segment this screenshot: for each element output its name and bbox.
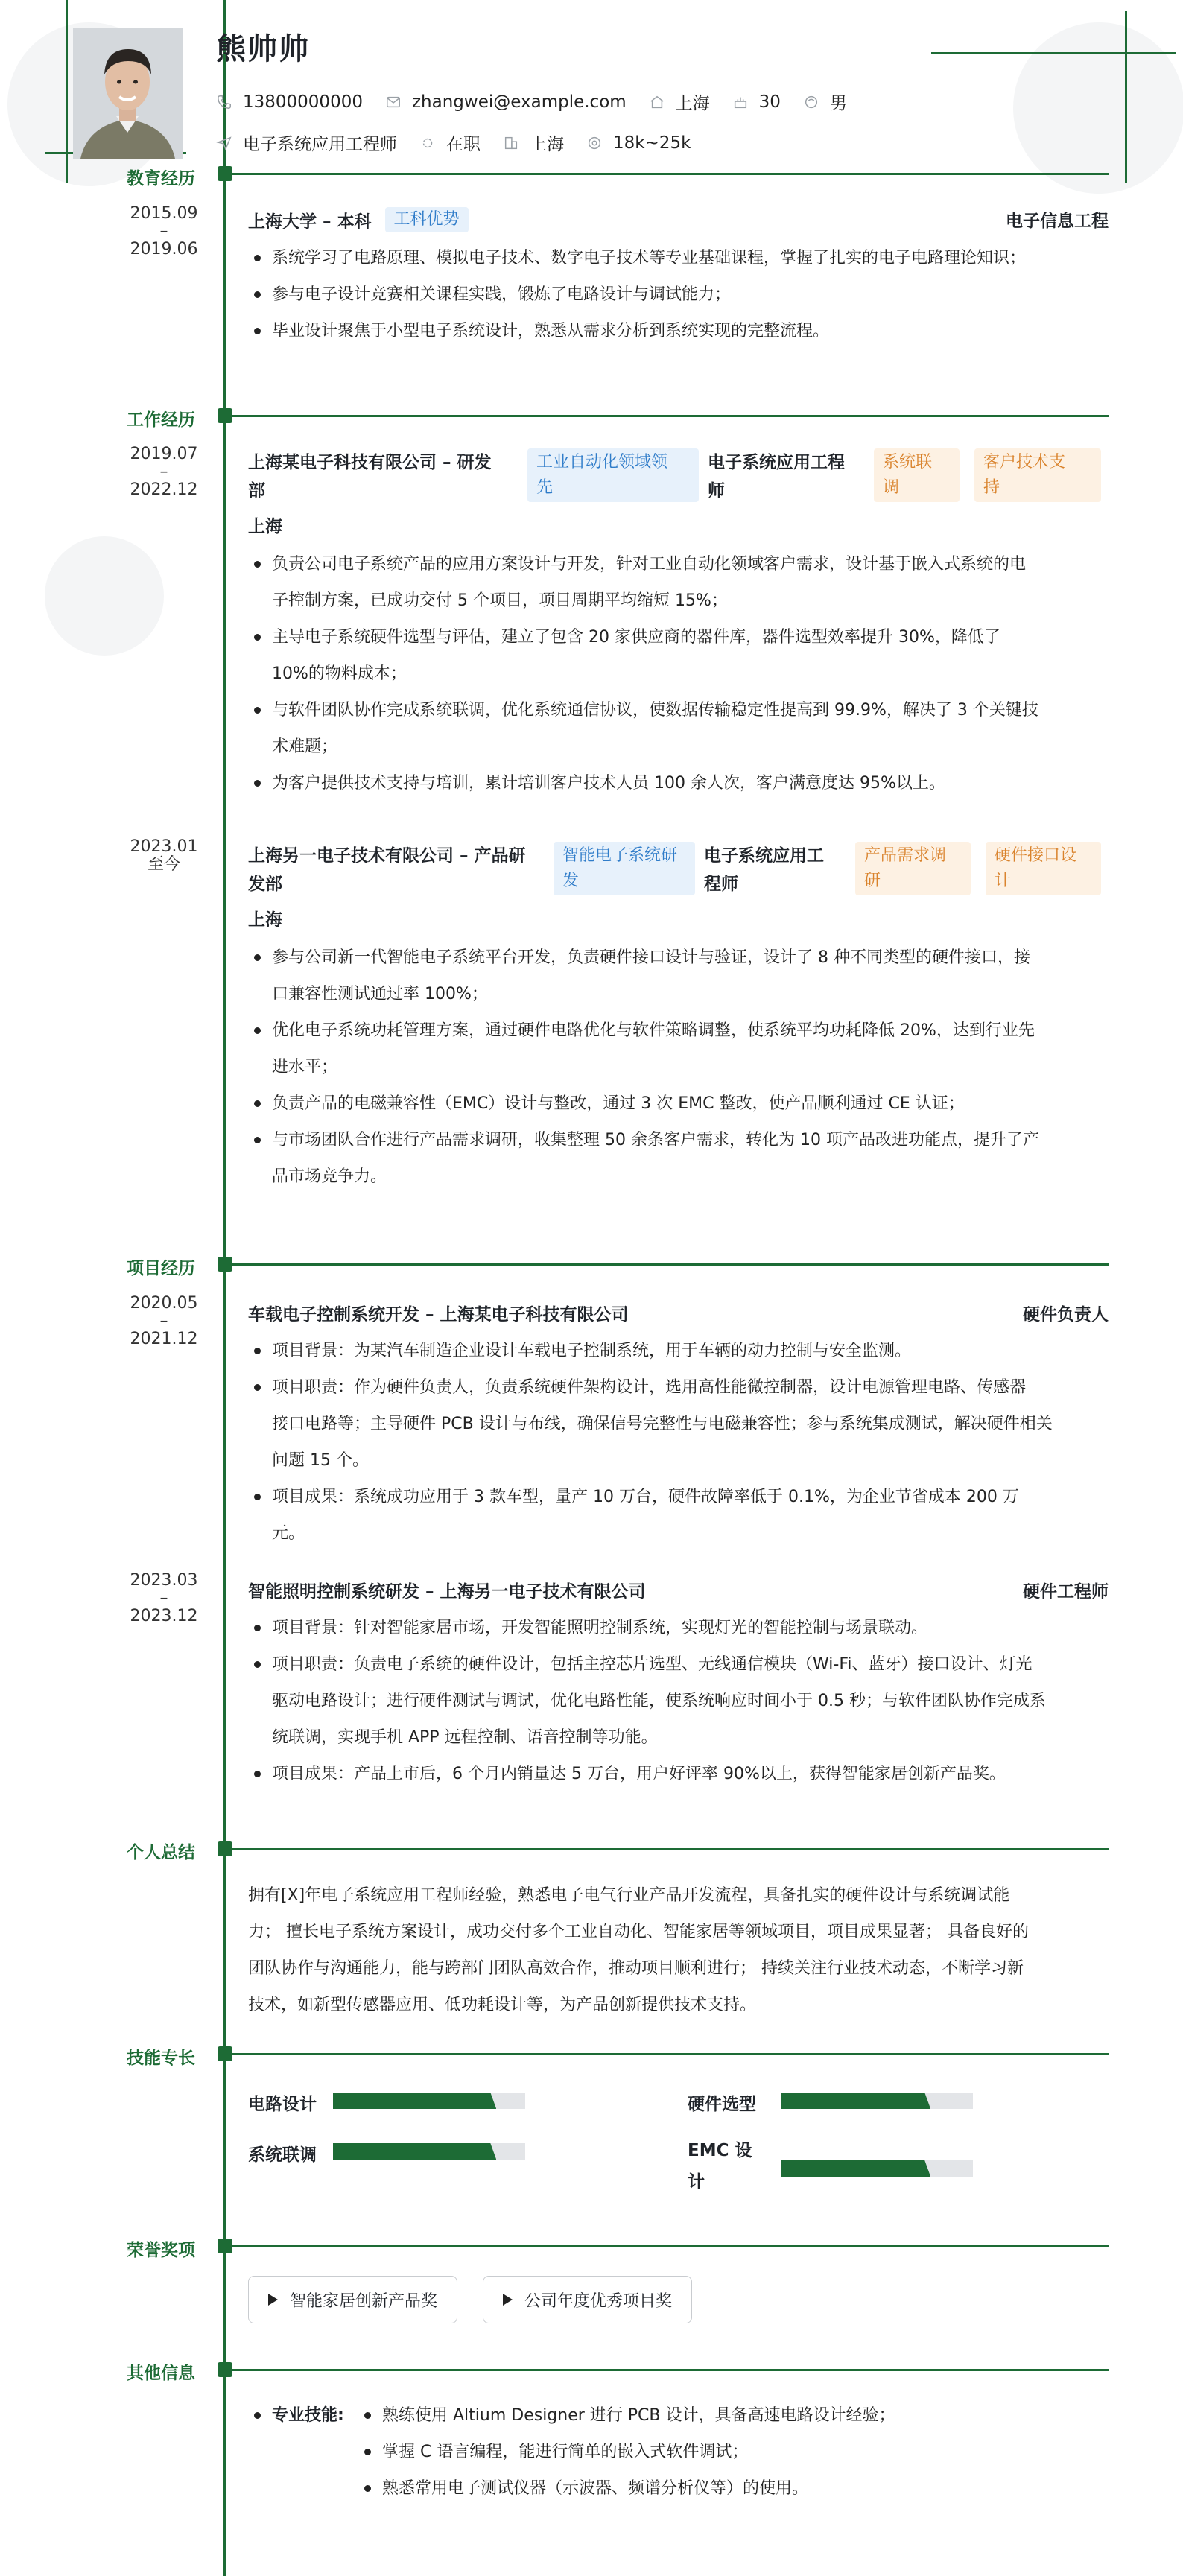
section-divider xyxy=(223,1263,1109,1266)
project-bullets xyxy=(248,1610,1109,1792)
line: 10%的物料成本； xyxy=(272,664,407,683)
skill-bar xyxy=(333,2143,525,2160)
line: 元。 xyxy=(272,1524,305,1543)
list-item: 掌握 C 语言编程，能进行简单的嵌入式软件调试； xyxy=(358,2434,895,2470)
company-line: 部 xyxy=(248,481,265,501)
email-item xyxy=(385,92,627,112)
tag-line: 研 xyxy=(864,872,881,890)
line: 与市场团队合作进行产品需求调研，收集整理 50 余条客户需求，转化为 10 项产品改进功能点，提升了产 xyxy=(272,1131,1039,1149)
project-name: 智能照明控制系统研发 – 上海另一电子技术有限公司 xyxy=(248,1582,646,1602)
email-text: zhangwei@example.com xyxy=(411,92,627,112)
skill-name-line: 计 xyxy=(688,2172,705,2192)
education-entry xyxy=(248,207,1109,349)
job-city: 上海 xyxy=(248,517,282,536)
list-item xyxy=(248,619,1109,692)
avatar-portrait xyxy=(73,28,183,159)
skill-fill xyxy=(333,2143,496,2160)
timeline-dot xyxy=(218,408,232,423)
education-bullets xyxy=(248,240,1109,349)
list-item xyxy=(248,1085,1109,1122)
line: 负责产品的电磁兼容性（EMC）设计与整改，通过 3 次 EMC 整改，使产品顺利通过 CE 认证； xyxy=(272,1094,965,1113)
cake-icon xyxy=(732,94,749,110)
decor-line xyxy=(931,52,1176,54)
skill-name xyxy=(688,2135,752,2198)
location-item xyxy=(649,89,710,114)
award-label: 公司年度优秀项目奖 xyxy=(524,2291,673,2311)
list-item xyxy=(248,1756,1109,1792)
company-line: 发部 xyxy=(248,875,282,894)
send-icon xyxy=(216,135,232,151)
project-head xyxy=(248,1578,1109,1602)
education-head xyxy=(248,207,1109,232)
list-item xyxy=(248,1333,1109,1369)
project-date xyxy=(82,1572,246,1625)
salary-text: 18k~25k xyxy=(613,133,691,153)
timeline-dot xyxy=(218,1841,232,1856)
line: 子控制方案，已成功交付 5 个项目，项目周期平均缩短 15%； xyxy=(272,591,728,610)
tag-line: 硬件接口设 xyxy=(995,846,1077,865)
job-tag xyxy=(554,842,695,895)
age-text: 30 xyxy=(758,92,781,112)
summary-line: 拥有[X]年电子系统应用工程师经验，熟悉电子电气行业产品开发流程，具备扎实的硬件设计与系统调试能 xyxy=(248,1886,1010,1905)
section-title-projects: 项目经历 xyxy=(127,1259,195,1278)
job-bullets xyxy=(248,939,1109,1195)
job-tag xyxy=(527,448,699,502)
tag-line: 持 xyxy=(983,478,1000,497)
project-entry xyxy=(248,1578,1109,1792)
award-label: 智能家居创新产品奖 xyxy=(290,2291,438,2311)
line: 主导电子系统硬件选型与评估，建立了包含 20 家供应商的器件库，器件选型效率提升 30%，降低了 xyxy=(272,628,1000,647)
tag-line: 产品需求调 xyxy=(864,846,947,865)
tag-line: 计 xyxy=(995,872,1012,890)
tag-line: 先 xyxy=(536,478,554,497)
section-title-skills: 技能专长 xyxy=(127,2049,195,2068)
skill-tag xyxy=(874,448,960,502)
job-date xyxy=(82,838,246,874)
date-sep: – xyxy=(159,222,168,241)
other-label xyxy=(248,2397,358,2507)
project-name: 车载电子控制系统开发 – 上海某电子科技有限公司 xyxy=(248,1305,629,1325)
other-skills-row xyxy=(248,2397,1109,2507)
skill-tag xyxy=(855,842,971,895)
job-title-text: 电子系统应用工程师 xyxy=(243,135,397,154)
section-divider xyxy=(223,1848,1109,1850)
education-date xyxy=(82,205,246,258)
role-title xyxy=(704,842,842,898)
list-item: 毕业设计聚焦于小型电子系统设计，熟悉从需求分析到系统实现的完整流程。 xyxy=(248,313,1109,349)
summary-line: 团队协作与沟通能力，能与跨部门团队高效合作，推动项目顺利进行； 持续关注行业技术动态，不断学习新 xyxy=(248,1959,1024,1978)
date-start: 2020.05 xyxy=(130,1294,198,1313)
summary-line: 力； 擅长电子系统方案设计，成功交付多个工业自动化、智能家居等领域项目，项目成果显著； 具备良好的 xyxy=(248,1923,1029,1941)
company-name xyxy=(248,448,505,505)
date-end: 2021.12 xyxy=(130,1330,198,1348)
play-icon xyxy=(503,2294,513,2306)
line: 项目职责：作为硬件负责人，负责系统硬件架构设计，选用高性能微控制器，设计电源管理电路、传感器 xyxy=(272,1378,1027,1397)
section-title-other: 其他信息 xyxy=(127,2364,195,2383)
skill-fill xyxy=(333,2093,496,2109)
job-title-item xyxy=(216,130,397,155)
role-line: 电子系统应用工程 xyxy=(708,453,845,472)
skill-tag xyxy=(974,448,1101,502)
line: 为客户提供技术支持与培训，累计培训客户技术人员 100 余人次，客户满意度达 95%以上。 xyxy=(272,774,945,793)
line: 接口电路等；主导硬件 PCB 设计与布线，确保信号完整性与电磁兼容性；参与系统集成测试，解决硬件相关 xyxy=(272,1415,1053,1433)
line: 项目成果：系统成功应用于 3 款车型，量产 10 万台，硬件故障率低于 0.1%，为企业节省成本 200 万 xyxy=(272,1488,1019,1506)
job-head xyxy=(248,448,1109,507)
line: 术难题； xyxy=(272,737,338,756)
timeline-dot xyxy=(218,2046,232,2061)
line: 问题 15 个。 xyxy=(272,1451,369,1470)
section-title-education: 教育经历 xyxy=(127,169,195,188)
phone-icon xyxy=(216,94,232,110)
job-bullets xyxy=(248,546,1109,802)
skill-fill xyxy=(781,2160,930,2177)
line: 项目背景：针对智能家居市场，开发智能照明控制系统，实现灯光的智能控制与场景联动。 xyxy=(272,1619,928,1637)
age-item xyxy=(732,92,781,112)
list-item xyxy=(248,1369,1109,1479)
other-info xyxy=(248,2397,1109,2507)
project-head xyxy=(248,1301,1109,1325)
skill-bar xyxy=(781,2093,973,2109)
company-name xyxy=(248,842,546,898)
section-divider xyxy=(223,2245,1109,2247)
home-icon xyxy=(649,94,665,110)
list-item: 熟悉常用电子测试仪器（示波器、频谱分析仪等）的使用。 xyxy=(358,2470,895,2507)
date-end: 2022.12 xyxy=(130,480,198,499)
role-title xyxy=(708,448,864,505)
gender-text: 男 xyxy=(829,94,847,113)
date-start: 2015.09 xyxy=(130,204,198,223)
avatar xyxy=(73,28,183,159)
section-divider xyxy=(223,2053,1109,2055)
section-title-summary: 个人总结 xyxy=(127,1843,195,1862)
mail-icon xyxy=(385,94,402,110)
line: 进水平； xyxy=(272,1058,338,1076)
education-tag: 工科优势 xyxy=(385,207,469,232)
tag-line: 客户技术支 xyxy=(983,453,1066,472)
date-start: 2023.01 xyxy=(130,837,198,856)
building-icon xyxy=(503,135,519,151)
decor-circle-top-right xyxy=(1013,22,1183,194)
date-end: 2023.12 xyxy=(130,1607,198,1625)
summary-line: 技术，如新型传感器应用、低功耗设计等，为产品创新提供技术支持。 xyxy=(248,1996,757,2014)
list-item xyxy=(248,1646,1109,1756)
date-start: 2023.03 xyxy=(130,1571,198,1590)
date-sep: – xyxy=(159,1589,168,1608)
phone-item xyxy=(216,92,363,112)
tag-line: 工业自动化领域领 xyxy=(536,453,668,472)
other-label-text: 专业技能: xyxy=(272,2406,344,2425)
bullet-dot xyxy=(254,2412,261,2419)
status-item xyxy=(419,130,481,155)
list-item xyxy=(248,1610,1109,1646)
date-end: 2019.06 xyxy=(130,240,198,258)
timeline-dot xyxy=(218,166,232,181)
skill-bar xyxy=(333,2093,525,2109)
date-sep: – xyxy=(159,1312,168,1330)
tag-line: 发 xyxy=(562,872,580,890)
skill-name: 系统联调 xyxy=(248,2145,317,2165)
timeline-dot xyxy=(218,2362,232,2377)
skill-name: 硬件选型 xyxy=(688,2095,756,2114)
line: 项目成果：产品上市后，6 个月内销量达 5 万台，用户好评率 90%以上，获得智能家居创新产品奖。 xyxy=(272,1765,1006,1783)
list-item xyxy=(248,1479,1109,1552)
line: 与软件团队协作完成系统联调，优化系统通信协议，使数据传输稳定性提高到 99.9%，解决了 3 个关键技 xyxy=(272,701,1038,720)
section-title-honors: 荣誉奖项 xyxy=(127,2241,195,2260)
project-bullets xyxy=(248,1333,1109,1552)
company-line: 上海某电子科技有限公司 – 研发 xyxy=(248,453,492,472)
skill-bar xyxy=(781,2160,973,2177)
line: 项目职责：负责电子系统的硬件设计，包括主控芯片选型、无线通信模块（Wi-Fi、蓝牙）接口设计、灯光 xyxy=(272,1655,1033,1674)
phone-text: 13800000000 xyxy=(243,92,363,112)
list-item: 系统学习了电路原理、模拟电子技术、数字电子技术等专业基础课程，掌握了扎实的电子电路理论知识； xyxy=(248,240,1109,276)
role-line: 电子系统应用工 xyxy=(704,846,824,866)
section-divider xyxy=(223,173,1109,175)
candidate-name: 熊帅帅 xyxy=(216,32,310,66)
job-row xyxy=(216,130,713,155)
section-divider xyxy=(223,2369,1109,2371)
school-group xyxy=(248,207,469,232)
project-role: 硬件工程师 xyxy=(1023,1582,1109,1602)
decor-line xyxy=(66,0,68,183)
timeline-line xyxy=(223,0,226,2576)
tag-line: 系统联 xyxy=(883,453,933,472)
list-item xyxy=(248,546,1109,619)
line: 品市场竞争力。 xyxy=(272,1167,387,1186)
list-item xyxy=(248,939,1109,1012)
job-city: 上海 xyxy=(248,910,282,930)
job-entry xyxy=(248,448,1109,802)
play-icon xyxy=(268,2294,278,2306)
timeline-dot xyxy=(218,2239,232,2253)
job-date xyxy=(82,445,246,499)
decor-circle-mid-left xyxy=(45,536,164,656)
role-line: 程师 xyxy=(704,875,738,894)
money-icon xyxy=(586,135,603,151)
date-sep: – xyxy=(159,463,168,481)
skill-name-line: EMC 设 xyxy=(688,2141,752,2160)
school-name: 上海大学 – 本科 xyxy=(248,212,372,232)
project-entry xyxy=(248,1301,1109,1552)
other-skills-list xyxy=(358,2397,895,2507)
job-head xyxy=(248,842,1109,900)
skill-name: 电路设计 xyxy=(248,2095,317,2114)
line: 负责公司电子系统产品的应用方案设计与开发，针对工业自动化领域客户需求，设计基于嵌入式系统的电 xyxy=(272,555,1027,574)
skill-fill xyxy=(781,2093,930,2109)
work-city-text: 上海 xyxy=(530,135,564,154)
summary-text xyxy=(248,1877,1109,2023)
award-item xyxy=(483,2276,692,2323)
line: 项目背景：为某汽车制造企业设计车载电子控制系统，用于车辆的动力控制与安全监测。 xyxy=(272,1342,912,1360)
project-role: 硬件负责人 xyxy=(1023,1305,1109,1325)
list-item xyxy=(248,1122,1109,1195)
section-title-work: 工作经历 xyxy=(127,410,195,430)
project-date xyxy=(82,1295,246,1348)
line: 统联调，实现手机 APP 远程控制、语音控制等功能。 xyxy=(272,1728,658,1747)
line: 参与公司新一代智能电子系统平台开发，负责硬件接口设计与验证，设计了 8 种不同类型的硬件接口，接 xyxy=(272,948,1030,967)
job-entry xyxy=(248,842,1109,1195)
gender-item xyxy=(803,89,847,114)
skill-tag xyxy=(986,842,1101,895)
status-text: 在职 xyxy=(446,135,481,154)
role-line: 师 xyxy=(708,481,725,501)
list-item: 熟练使用 Altium Designer 进行 PCB 设计，具备高速电路设计经验； xyxy=(358,2397,895,2434)
decor-line xyxy=(1125,11,1127,183)
contact-row xyxy=(216,89,869,114)
company-line: 上海另一电子技术有限公司 – 产品研 xyxy=(248,846,526,866)
list-item xyxy=(248,1012,1109,1085)
status-icon xyxy=(419,135,436,151)
timeline-dot xyxy=(218,1257,232,1272)
major: 电子信息工程 xyxy=(1006,212,1109,231)
date-end: 至今 xyxy=(147,855,180,874)
tag-line: 智能电子系统研 xyxy=(562,846,678,865)
list-item xyxy=(248,765,1109,802)
award-item xyxy=(248,2276,457,2323)
work-city-item xyxy=(503,130,564,155)
gender-icon xyxy=(803,94,819,110)
tag-line: 调 xyxy=(883,478,900,497)
line: 驱动电路设计；进行硬件测试与调试，优化电路性能，使系统响应时间小于 0.5 秒；与软件团队协作完成系 xyxy=(272,1692,1046,1710)
line: 口兼容性测试通过率 100%； xyxy=(272,985,488,1003)
location-text: 上海 xyxy=(675,94,710,113)
list-item xyxy=(248,692,1109,765)
date-start: 2019.07 xyxy=(130,445,198,463)
line: 优化电子系统功耗管理方案，通过硬件电路优化与软件策略调整，使系统平均功耗降低 20%，达到行业先 xyxy=(272,1021,1035,1040)
section-divider xyxy=(223,415,1109,417)
list-item: 参与电子设计竞赛相关课程实践，锻炼了电路设计与调试能力； xyxy=(248,276,1109,313)
salary-item xyxy=(586,133,691,153)
